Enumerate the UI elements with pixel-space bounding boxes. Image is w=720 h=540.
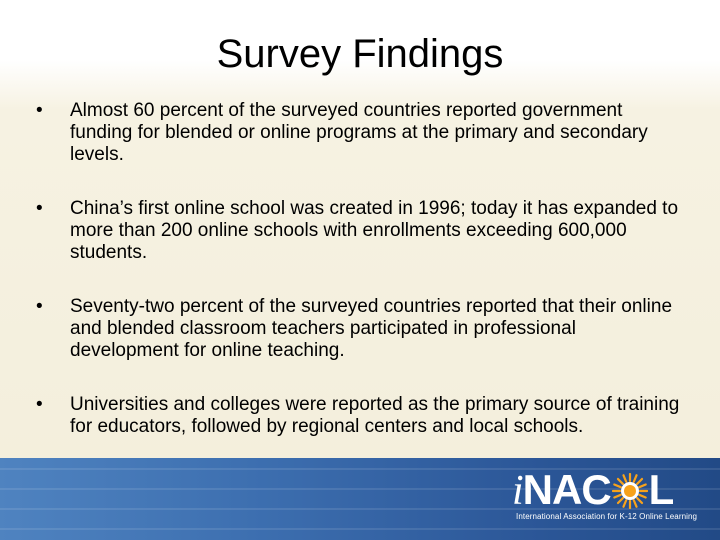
- bullet-item: [36, 296, 686, 362]
- bullet-dot: •: [36, 198, 43, 219]
- sun-ray: [637, 498, 642, 503]
- bullet-list: [36, 100, 686, 470]
- logo-wordmark: [512, 468, 673, 512]
- inacol-logo: [512, 468, 702, 528]
- bullet-dot: •: [36, 100, 43, 121]
- sun-ray: [637, 479, 642, 484]
- bullet-item: [36, 198, 686, 264]
- bullet-dot: •: [36, 394, 43, 415]
- sun-ray: [633, 500, 636, 506]
- sun-ray: [633, 475, 636, 481]
- sun-ray: [618, 479, 623, 484]
- sun-ray: [639, 495, 645, 498]
- sun-ray: [614, 484, 620, 487]
- sun-icon: [612, 473, 648, 509]
- sun-ray: [639, 484, 645, 487]
- slide-title: Survey Findings: [216, 32, 504, 76]
- logo-tagline: International Association for K-12 Online Learning: [516, 512, 698, 521]
- sun-ray: [623, 500, 626, 506]
- logo-letters-before: NAC: [522, 466, 611, 513]
- sun-ray: [618, 498, 623, 503]
- sun-ray: [623, 475, 626, 481]
- bullet-dot: •: [36, 296, 43, 317]
- logo-letters-after: L: [648, 466, 674, 513]
- bullet-text: China’s first online school was created in 1996; today it has expanded to more than 200 online schools with enrollments exceeding 600,000 students.: [70, 198, 679, 263]
- bullet-item: [36, 394, 686, 438]
- bullet-text: Seventy-two percent of the surveyed countries reported that their online and blended classroom teachers participated in professional development for online teaching.: [70, 296, 673, 361]
- bullet-text: Universities and colleges were reported as the primary source of training for educators, followed by regional centers and local schools.: [70, 394, 680, 437]
- bullet-item: [36, 100, 686, 166]
- sun-ray: [614, 495, 620, 498]
- bullet-text: Almost 60 percent of the surveyed countries reported government funding for blended or online programs at the primary and secondary levels.: [70, 100, 648, 165]
- logo-prefix: i: [512, 468, 523, 514]
